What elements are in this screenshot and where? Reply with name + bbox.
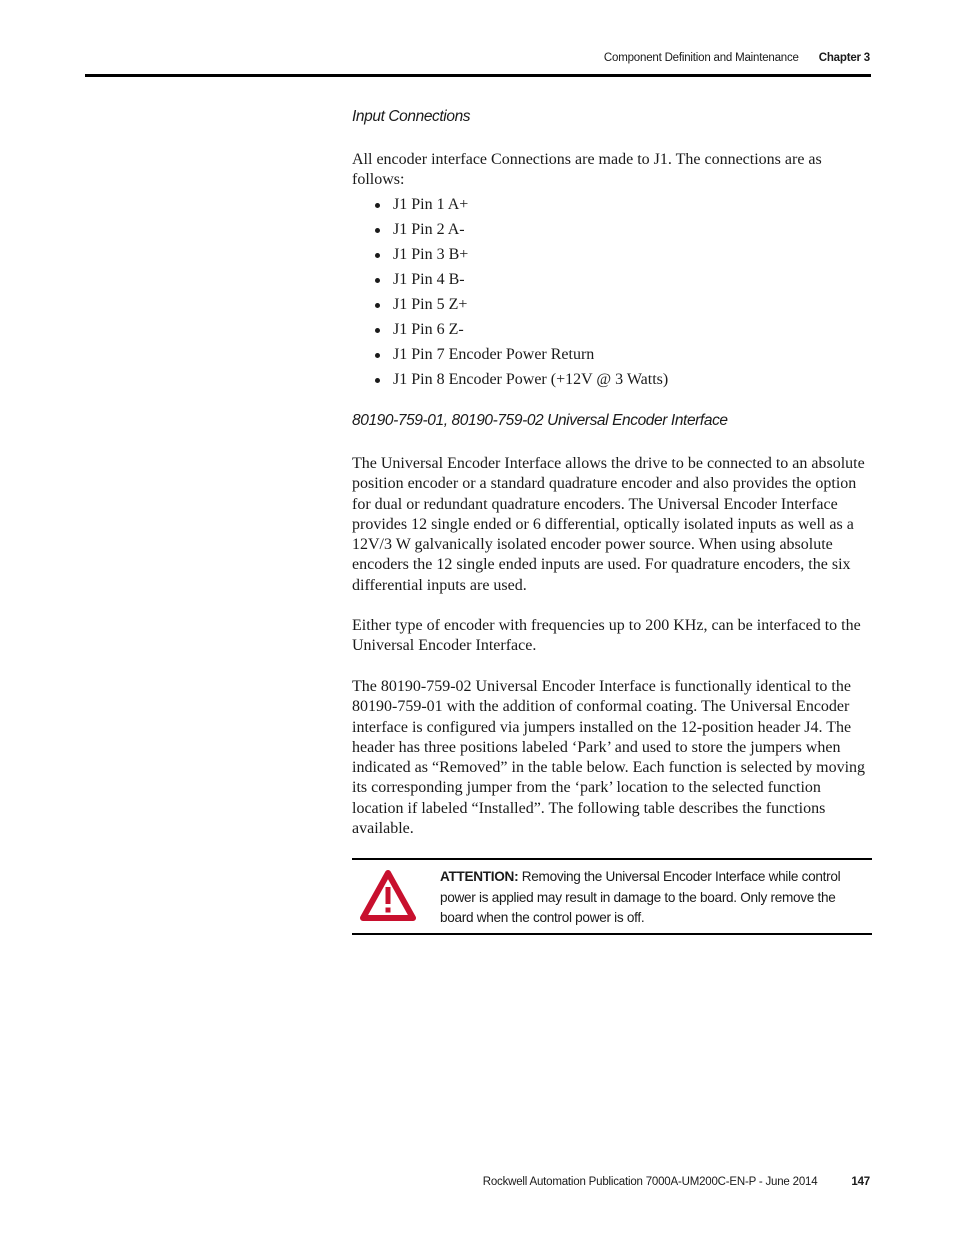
list-item: J1 Pin 2 A- bbox=[375, 219, 668, 244]
universal-encoder-heading: 80190-759-01, 80190-759-02 Universal Encoder Interface bbox=[352, 412, 728, 429]
universal-encoder-paragraph-1: The Universal Encoder Interface allows the drive to be connected to an absolute position encoder or a standard quadrature encoder and also provides the option for dual or redundant quadrature encoders. The Universal Encoder Interface provides 12 single ended or 6 differential, optically isolated inputs as well as a 12V/3 W galvanically isolated encoder power source. When using absolute encoders the 12 single ended inputs are used. For quadrature encoders, the six differential inputs are used. bbox=[352, 455, 865, 594]
bullet-icon bbox=[375, 253, 380, 258]
bullet-icon bbox=[375, 278, 380, 283]
attention-message: Removing the Universal Encoder Interface while control power is applied may result in damage to the board. Only remove the board when the control power is off. bbox=[440, 869, 841, 925]
bullet-icon bbox=[375, 328, 380, 333]
list-item: J1 Pin 3 B+ bbox=[375, 244, 668, 269]
warning-triangle-icon bbox=[360, 870, 416, 922]
list-item: J1 Pin 1 A+ bbox=[375, 194, 668, 219]
pin-list bbox=[375, 194, 668, 394]
footer-publication: Rockwell Automation Publication 7000A-UM200C-EN-P - June 2014 bbox=[482, 1176, 818, 1188]
attention-label: ATTENTION: bbox=[440, 869, 519, 884]
list-item: J1 Pin 8 Encoder Power (+12V @ 3 Watts) bbox=[375, 369, 668, 394]
bullet-icon bbox=[375, 378, 380, 383]
attention-box bbox=[352, 858, 872, 935]
header-section-title: Component Definition and Maintenance bbox=[603, 52, 799, 64]
page-number: 147 bbox=[851, 1176, 870, 1188]
list-item: J1 Pin 5 Z+ bbox=[375, 294, 668, 319]
bullet-icon bbox=[375, 303, 380, 308]
input-connections-intro: All encoder interface Connections are made to J1. The connections are as follows: bbox=[352, 151, 822, 189]
running-header bbox=[604, 52, 870, 64]
header-chapter: Chapter 3 bbox=[818, 52, 870, 64]
list-item: J1 Pin 6 Z- bbox=[375, 319, 668, 344]
bullet-icon bbox=[375, 228, 380, 233]
list-item: J1 Pin 7 Encoder Power Return bbox=[375, 344, 668, 369]
page-footer bbox=[483, 1176, 870, 1188]
universal-encoder-paragraph-2: Either type of encoder with frequencies up to 200 KHz, can be interfaced to the Universal Encoder Interface. bbox=[352, 617, 861, 655]
input-connections-heading: Input Connections bbox=[352, 108, 471, 125]
attention-text bbox=[440, 867, 865, 929]
header-rule bbox=[85, 74, 871, 77]
universal-encoder-paragraph-3: The 80190-759-02 Universal Encoder Interface is functionally identical to the 80190-759-01 with the addition of conformal coating. The Universal Encoder interface is configured via jumpers installed on the 12-position header J4. The header has three positions labeled ‘Park’ and used to store the jumpers when indicated as “Removed” in the table below. Each function is selected by moving its corresponding jumper from the ‘park’ location to the selected function location if labeled “Installed”. The following table describes the functions available. bbox=[352, 678, 866, 838]
bullet-icon bbox=[375, 203, 380, 208]
bullet-icon bbox=[375, 353, 380, 358]
list-item: J1 Pin 4 B- bbox=[375, 269, 668, 294]
